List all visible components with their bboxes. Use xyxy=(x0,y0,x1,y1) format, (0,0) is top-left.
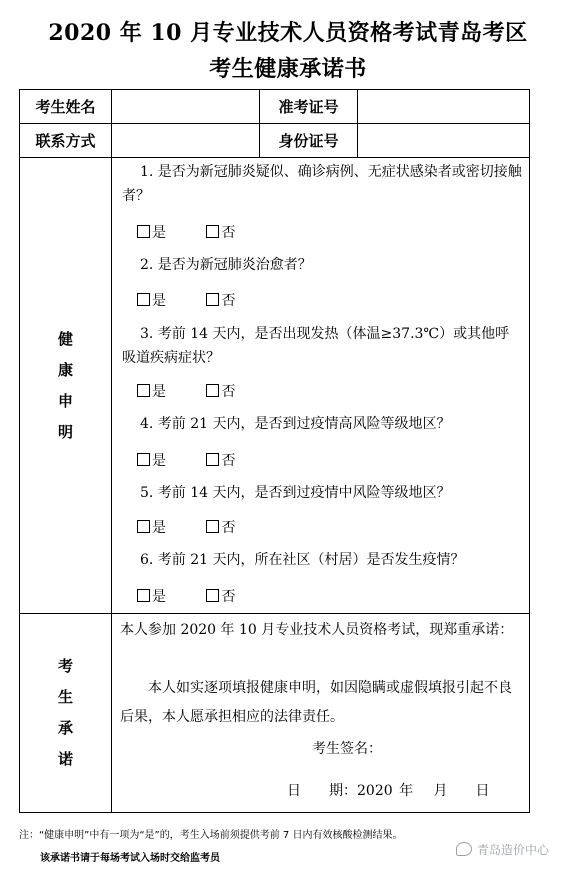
answer-5 xyxy=(137,517,271,537)
exam-number-label: 准考证号 xyxy=(260,90,358,124)
answer-5-yes[interactable]: 是 xyxy=(137,517,166,537)
answer-3-no[interactable]: 否 xyxy=(206,381,235,401)
health-declaration-label: 健 康 申 明 xyxy=(20,158,112,614)
candidate-promise-label: 考 生 承 诺 xyxy=(20,614,112,813)
question-4: 4. 考前 21 天内，是否到过疫情高风险等级地区？ xyxy=(140,416,451,432)
wechat-icon xyxy=(456,842,472,856)
question-2: 2. 是否为新冠肺炎治愈者？ xyxy=(140,257,312,273)
answer-6-no[interactable]: 否 xyxy=(206,586,235,606)
checkbox-icon xyxy=(137,453,150,466)
checkbox-icon xyxy=(137,225,150,238)
health-form-table xyxy=(19,89,530,813)
answer-6 xyxy=(137,586,271,606)
checkbox-icon xyxy=(137,384,150,397)
answer-4-no[interactable]: 否 xyxy=(206,450,235,470)
footnote: 注：“健康申明”中有一项为“是”的，考生入场前须提供考前 7 日内有效核酸检测结果。 xyxy=(19,830,403,841)
checkbox-icon xyxy=(206,453,219,466)
question-6: 6. 考前 21 天内，所在社区（村居）是否发生疫情？ xyxy=(140,552,465,568)
health-questions xyxy=(112,158,530,614)
checkbox-icon xyxy=(206,589,219,602)
checkbox-icon xyxy=(206,520,219,533)
answer-1 xyxy=(137,222,271,242)
contact-label: 联系方式 xyxy=(20,124,112,158)
answer-4 xyxy=(137,450,271,470)
title-line-2: 考生健康承诺书 xyxy=(209,56,367,82)
question-3: 3. 考前 14 天内，是否出现发热（体温≥37.3℃）或其他呼吸道疾病症状？ xyxy=(122,326,510,366)
answer-2-no[interactable]: 否 xyxy=(206,290,235,310)
title-line-1: 2020 年 10 月专业技术人员资格考试青岛考区 xyxy=(48,20,528,46)
answer-6-yes[interactable]: 是 xyxy=(137,586,166,606)
answer-1-yes[interactable]: 是 xyxy=(137,222,166,242)
contact-field[interactable] xyxy=(112,124,260,158)
id-number-label: 身份证号 xyxy=(260,124,358,158)
watermark: 青岛造价中心 xyxy=(456,841,549,858)
id-number-field[interactable] xyxy=(358,124,530,158)
submission-note: 该承诺书请于每场考试入场时交给监考员 xyxy=(40,853,220,864)
answer-1-no[interactable]: 否 xyxy=(206,222,235,242)
checkbox-icon xyxy=(137,520,150,533)
answer-2 xyxy=(137,290,271,310)
promise-paragraph-1: 本人参加 2020 年 10 月专业技术人员资格考试，现郑重承诺： xyxy=(120,622,514,638)
answer-4-yes[interactable]: 是 xyxy=(137,450,166,470)
signature-label[interactable]: 考生签名： xyxy=(312,741,382,757)
question-5: 5. 考前 14 天内，是否到过疫情中风险等级地区？ xyxy=(140,485,451,501)
name-label: 考生姓名 xyxy=(20,90,112,124)
answer-3-yes[interactable]: 是 xyxy=(137,381,166,401)
answer-3 xyxy=(137,381,271,401)
question-1: 1. 是否为新冠肺炎疑似、确诊病例、无症状感染者或密切接触者？ xyxy=(122,164,522,204)
answer-2-yes[interactable]: 是 xyxy=(137,290,166,310)
checkbox-icon xyxy=(206,225,219,238)
checkbox-icon xyxy=(137,589,150,602)
promise-paragraph-2: 本人如实逐项填报健康申明，如因隐瞒或虚假填报引起不良后果，本人愿承担相应的法律责任。 xyxy=(120,680,512,725)
exam-number-field[interactable] xyxy=(358,90,530,124)
date-label[interactable]: 日 期：2020 年 月 日 xyxy=(287,783,490,799)
promise-content xyxy=(112,614,530,813)
answer-5-no[interactable]: 否 xyxy=(206,517,235,537)
name-field[interactable] xyxy=(112,90,260,124)
checkbox-icon xyxy=(206,293,219,306)
checkbox-icon xyxy=(206,384,219,397)
checkbox-icon xyxy=(137,293,150,306)
